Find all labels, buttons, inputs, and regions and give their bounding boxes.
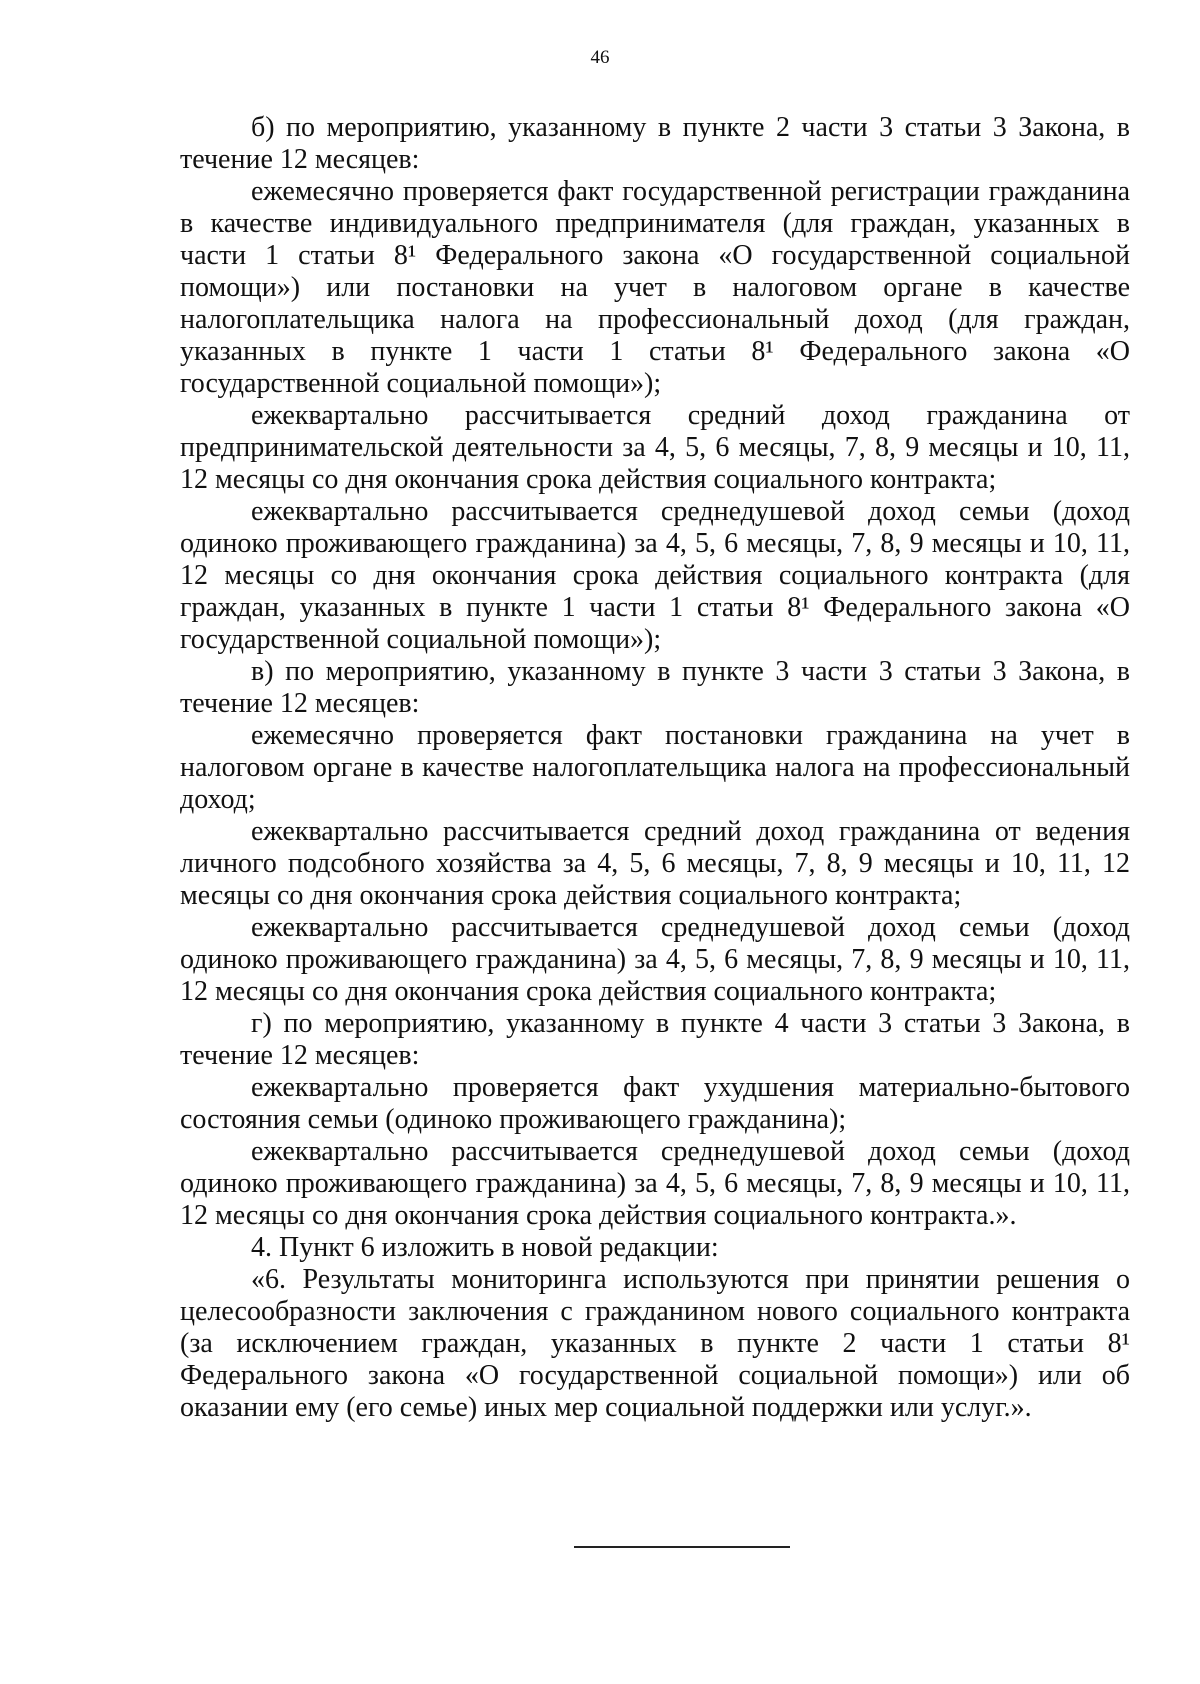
paragraph-quarterly-household-farm-income: ежеквартально рассчитывается средний доход гражданина от ведения личного подсобного хозяйства за 4, 5, 6 месяцы, 7, 8, 9 месяцы и 10, 11, 12 месяцы со дня окончания срока действия социального контракта; [180, 816, 1130, 911]
paragraph-new-point-6: «6. Результаты мониторинга используются при принятии решения о целесообразности заключения с гражданином нового социального контракта (за исключением граждан, указанных в пункте 2 части 1 статьи 8¹ Федерального закона «О государственной социальной помощи») или об оказании ему (его семье) иных мер социальной поддержки или услуг.». [180, 1264, 1130, 1423]
paragraph-item-g: г) по мероприятию, указанному в пункте 4 части 3 статьи 3 Закона, в течение 12 месяцев: [180, 1008, 1130, 1071]
closing-divider [574, 1546, 790, 1548]
paragraph-quarterly-family-income: ежеквартально рассчитывается среднедушевой доход семьи (доход одиноко проживающего гражданина) за 4, 5, 6 месяцы, 7, 8, 9 месяцы и 10, 11, 12 месяцы со дня окончания срока действия социального контракта (для граждан, указанных в пункте 1 части 1 статьи 8¹ Федерального закона «О государственной социальной помощи»); [180, 496, 1130, 655]
paragraph-quarterly-living-conditions-check: ежеквартально проверяется факт ухудшения материально-бытового состояния семьи (одиноко проживающего гражданина); [180, 1072, 1130, 1135]
paragraph-monthly-tax-registration-check: ежемесячно проверяется факт постановки гражданина на учет в налоговом органе в качестве налогоплательщика налога на профессиональный доход; [180, 720, 1130, 815]
paragraph-quarterly-business-income: ежеквартально рассчитывается средний доход гражданина от предпринимательской деятельности за 4, 5, 6 месяцы, 7, 8, 9 месяцы и 10, 11, 12 месяцы со дня окончания срока действия социального контракта; [180, 400, 1130, 495]
paragraph-item-v: в) по мероприятию, указанному в пункте 3 части 3 статьи 3 Закона, в течение 12 месяцев: [180, 656, 1130, 719]
page-number: 46 [590, 47, 610, 68]
paragraph-quarterly-family-income-3: ежеквартально рассчитывается среднедушевой доход семьи (доход одиноко проживающего гражданина) за 4, 5, 6 месяцы, 7, 8, 9 месяцы и 10, 11, 12 месяцы со дня окончания срока действия социального контракта.». [180, 1136, 1130, 1231]
paragraph-item-b: б) по мероприятию, указанному в пункте 2 части 3 статьи 3 Закона, в течение 12 месяцев: [180, 112, 1130, 175]
paragraph-amendment-4: 4. Пункт 6 изложить в новой редакции: [251, 1232, 719, 1263]
paragraph-quarterly-family-income-2: ежеквартально рассчитывается среднедушевой доход семьи (доход одиноко проживающего гражданина) за 4, 5, 6 месяцы, 7, 8, 9 месяцы и 10, 11, 12 месяцы со дня окончания срока действия социального контракта; [180, 912, 1130, 1007]
document-body [180, 112, 1130, 1424]
paragraph-monthly-registration-check: ежемесячно проверяется факт государственной регистрации гражданина в качестве индивидуального предпринимателя (для граждан, указанных в части 1 статьи 8¹ Федерального закона «О государственной социальной помощи») или постановки на учет в налоговом органе в качестве налогоплательщика налога на профессиональный доход (для граждан, указанных в пункте 1 части 1 статьи 8¹ Федерального закона «О государственной социальной помощи»); [180, 176, 1130, 399]
